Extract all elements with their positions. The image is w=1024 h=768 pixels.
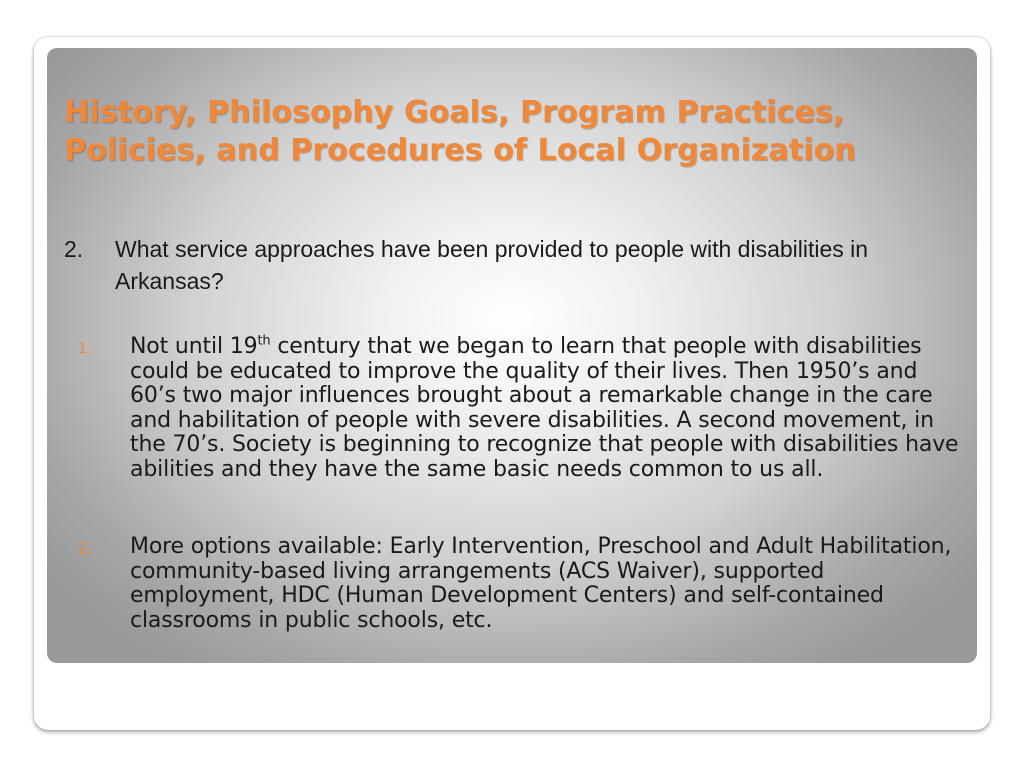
slide-title: History, Philosophy Goals, Program Practices, Policies, and Procedures of Local Organization (64, 95, 856, 168)
list-item-marker: 2. (78, 541, 92, 557)
question-text: What service approaches have been provided to people with disabilities in Arkansas? (115, 236, 869, 294)
ordinal-superscript: th (257, 333, 271, 349)
list-item-text (130, 335, 968, 482)
question (64, 233, 964, 297)
question-number: 2. (64, 236, 84, 262)
text-after-sup: century that we began to learn that people with disabilities could be educated to improve the quality of their lives. Then 1950’s and 60’s two major influences brought about a remarkable change in the care and habilitation of people with severe disabilities. A second movement, in the 70’s. Society is beginning to recognize that people with disabilities have abilities and they have the same basic needs common to us all. (130, 334, 959, 482)
text-before-sup: Not until 19 (130, 334, 258, 359)
list-item (78, 535, 968, 633)
list-item-text: More options available: Early Intervention, Preschool and Adult Habilitation, community-based living arrangements (ACS Waiver), supported employment, HDC (Human Development Centers) and self-contained classrooms in public schools, etc. (130, 534, 952, 633)
list-item (78, 335, 968, 535)
answer-list (78, 335, 968, 633)
list-item-marker: 1. (78, 341, 92, 357)
